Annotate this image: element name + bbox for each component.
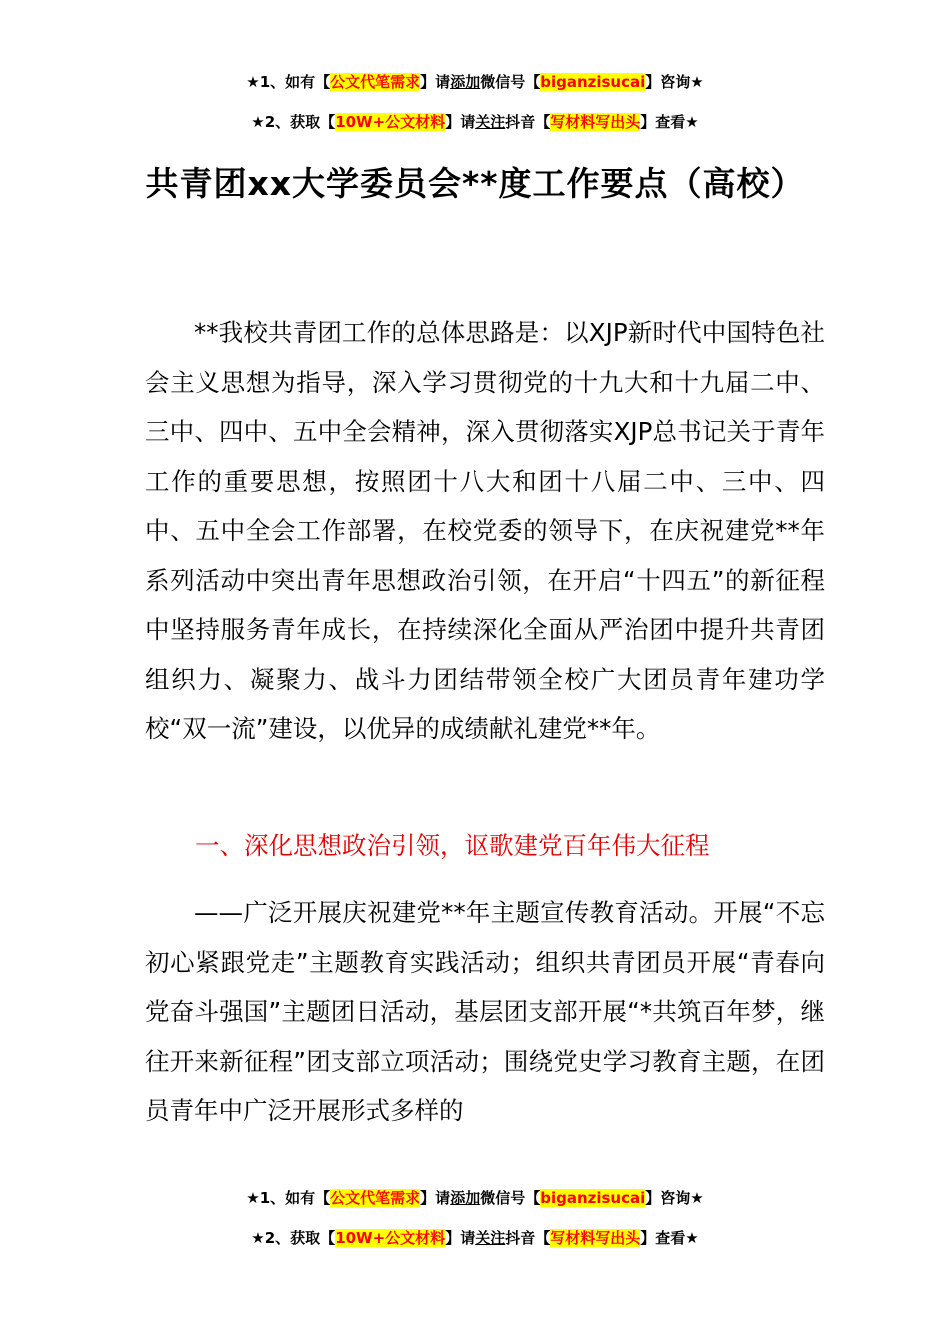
promo-footer-line-1: ★1、如有【公文代笔需求】请添加微信号【biganzisucai】咨询★ (246, 1189, 704, 1207)
promo-wechat-id: biganzisucai (540, 1189, 646, 1207)
section-1-heading: 一、深化思想政治引领，讴歌建党百年伟大征程 (195, 831, 710, 860)
promo-highlight: 10W+公文材料 (335, 113, 446, 131)
promo-douyin-id: 写材料写出头 (550, 113, 641, 131)
promo-douyin-id: 写材料写出头 (550, 1229, 641, 1247)
intro-paragraph: **我校共青团工作的总体思路是：以XJP新时代中国特色社会主义思想为指导，深入学习贯彻党的十九大和十九届二中、三中、四中、五中全会精神，深入贯彻落实XJP总书记关于青年工作的重要思想，按照团十八大和团十八届二中、三中、四中、五中全会工作部署，在校党委的领导下，在庆祝建党**年系列活动中突出青年思想政治引领，在开启“十四五”的新征程中坚持服务青年成长，在持续深化全面从严治团中提升共青团组织力、凝聚力、战斗力团结带领全校广大团员青年建功学校“双一流”建设，以优异的成绩献礼建党**年。 (145, 318, 825, 743)
promo-header-line-1: ★1、如有【公文代笔需求】请添加微信号【biganzisucai】咨询★ (246, 73, 704, 91)
promo-footer-line-2: ★2、获取【10W+公文材料】请关注抖音【写材料写出头】查看★ (251, 1229, 699, 1247)
document-title: 共青团xx大学委员会**度工作要点（高校） (145, 164, 805, 203)
promo-wechat-id: biganzisucai (540, 73, 646, 91)
promo-highlight: 公文代笔需求 (330, 1189, 421, 1207)
section-1-paragraph: ——广泛开展庆祝建党**年主题宣传教育活动。开展“不忘初心紧跟党走”主题教育实践活动；组织共青团员开展“青春向党奋斗强国”主题团日活动，基层团支部开展“*共筑百年梦，继往开来新征程”团支部立项活动；围绕党史学习教育主题，在团员青年中广泛开展形式多样的 (145, 898, 825, 1125)
promo-highlight: 10W+公文材料 (335, 1229, 446, 1247)
promo-highlight: 公文代笔需求 (330, 73, 421, 91)
promo-header-line-2: ★2、获取【10W+公文材料】请关注抖音【写材料写出头】查看★ (251, 113, 699, 131)
